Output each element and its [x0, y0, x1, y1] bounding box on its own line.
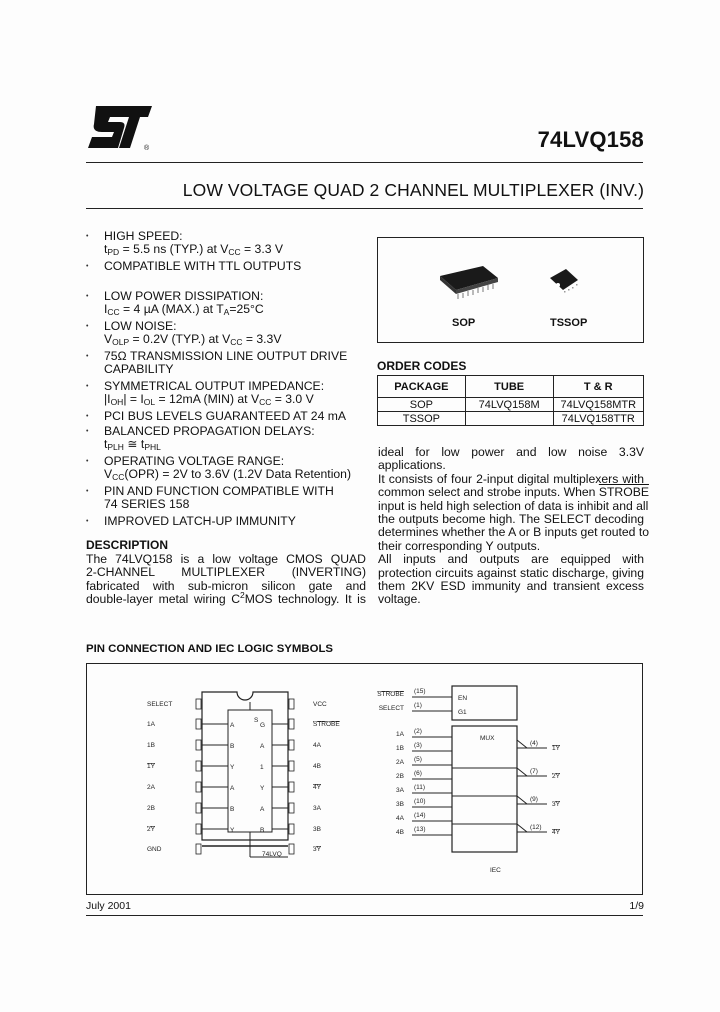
input-b-label: B: [260, 827, 265, 834]
pin-box: [289, 740, 294, 750]
iec-input-label: 1A: [396, 731, 404, 738]
output-y-label: Y: [230, 827, 235, 834]
bullet-icon: •: [86, 458, 89, 465]
pin-label-right: 3A: [313, 805, 321, 812]
iec-mux-block: [452, 726, 517, 852]
description-line: 2-CHANNEL MULTIPLEXER (INVERTING): [86, 565, 366, 580]
input-a-label: A: [230, 785, 235, 792]
iec-input-label: 4A: [396, 815, 404, 822]
pin-label-right: 4A: [313, 742, 321, 749]
document-title: LOW VOLTAGE QUAD 2 CHANNEL MULTIPLEXER (INV.): [182, 180, 644, 200]
tssop-package-icon: [550, 269, 578, 293]
pin-label-left: 1B: [147, 742, 155, 749]
bullet-icon: •: [86, 353, 89, 360]
pin-box: [289, 719, 294, 729]
input-a-label: A: [260, 743, 265, 750]
table-row: [378, 398, 644, 412]
description-line: input is held high selection of data is inhibit and all: [378, 498, 649, 513]
description-line: the outputs become high. The SELECT decoding: [378, 512, 644, 527]
svg-text:®: ®: [144, 145, 150, 152]
feature-detail: $t_{PD} = 5.5$ ns (TYP.) at $V_{CC} = 3.3$ V: [104, 242, 284, 257]
input-b-label: B: [230, 743, 235, 750]
tssop-label: TSSOP: [550, 317, 588, 329]
feature-title: IMPROVED LATCH-UP IMMUNITY: [104, 514, 296, 528]
description-line: protection circuits against static discharge, giving: [378, 565, 644, 580]
iec-pin-number: (5): [414, 756, 422, 763]
feature-title: OPERATING VOLTAGE RANGE:: [104, 454, 285, 468]
output-y-label: Y: [230, 764, 235, 771]
feature-detail: CAPABILITY: [104, 362, 174, 376]
pin-box: [196, 719, 201, 729]
description-right-column: [378, 445, 649, 607]
feature-item: [86, 320, 376, 346]
diagram-label: 1: [260, 764, 264, 771]
pin-box: [196, 761, 201, 771]
output-y-label: Y: [260, 785, 265, 792]
column-header-package: PACKAGE: [378, 376, 466, 398]
iec-input-label: STROBE: [377, 691, 404, 698]
pin-box: [196, 740, 201, 750]
table-cell: 74LVQ158MTR: [553, 398, 643, 412]
pin-label-left: GND: [147, 846, 162, 853]
pin-label-left: 2A: [147, 784, 155, 791]
iec-input-label: SELECT: [378, 705, 404, 712]
footer-page-number: 1/9: [629, 900, 644, 912]
pin-label-left: SELECT: [147, 701, 173, 708]
pin-box: [196, 824, 201, 834]
iec-pin-number: (4): [530, 740, 538, 747]
bullet-icon: •: [86, 488, 89, 495]
diagram-caption: IEC: [490, 867, 501, 874]
pin-label-right: 3B: [313, 826, 321, 833]
order-codes-table: [377, 375, 644, 426]
bullet-icon: •: [86, 263, 89, 270]
iec-pin-number: (11): [414, 784, 426, 791]
feature-item: [86, 515, 376, 528]
feature-item: [86, 425, 376, 451]
feature-title: HIGH SPEED:: [104, 229, 183, 243]
pin-box: [289, 824, 294, 834]
column-header-tr: T & R: [553, 376, 643, 398]
footer-date: July 2001: [86, 900, 131, 912]
feature-item: [86, 410, 376, 423]
iec-pin-number: (9): [530, 796, 538, 803]
pin-and-logic-diagram: [87, 664, 644, 896]
feature-title: LOW POWER DISSIPATION:: [104, 289, 264, 303]
iec-mux-label: MUX: [480, 735, 495, 742]
iec-pin-number: (14): [414, 812, 426, 819]
bullet-icon: •: [86, 383, 89, 390]
pin-label-right: STROBE: [313, 721, 340, 728]
table-cell: SOP: [378, 398, 466, 412]
select-label: S: [254, 717, 259, 724]
description-line: voltage.: [378, 592, 421, 607]
feature-item: [86, 230, 376, 256]
part-number: 74LVQ158: [537, 127, 644, 152]
pin-label-left: 1Y: [147, 763, 155, 770]
feature-item: [86, 380, 376, 406]
table-header-row: [378, 376, 644, 398]
description-heading: DESCRIPTION: [86, 538, 169, 552]
iec-input-label: 3B: [396, 801, 404, 808]
iec-en-label: EN: [458, 695, 468, 702]
sop-package-icon: [440, 266, 498, 299]
pin-box: [196, 844, 201, 854]
feature-detail: $t_{PLH}$ ≅ $t_{PHL}$: [104, 437, 161, 452]
pin-label-right: VCC: [313, 701, 327, 708]
bullet-icon: •: [86, 233, 89, 240]
feature-title: BALANCED PROPAGATION DELAYS:: [104, 424, 315, 438]
table-row: [378, 412, 644, 426]
feature-title: PCI BUS LEVELS GUARANTEED AT 24 mA: [104, 409, 347, 423]
feature-title: COMPATIBLE WITH TTL OUTPUTS: [104, 259, 302, 273]
iec-pin-number: (12): [530, 824, 542, 831]
table-cell: 74LVQ158TTR: [553, 412, 643, 426]
feature-detail: 74 SERIES 158: [104, 497, 190, 511]
pin-label-left: 2B: [147, 805, 155, 812]
feature-item: [86, 290, 376, 316]
iec-output-label: 4Y: [552, 829, 560, 836]
iec-input-label: 2B: [396, 773, 404, 780]
feature-detail: $V_{CC}(OPR) = 2V$ to 3.6V (1.2V Data Retention): [104, 467, 352, 482]
pin-diagram-box: [86, 663, 643, 895]
iec-pin-number: (10): [414, 798, 426, 805]
iec-output-label: 3Y: [552, 801, 560, 808]
diagram-caption: 74LVQ: [262, 851, 282, 858]
table-cell: TSSOP: [378, 412, 466, 426]
pin-box: [289, 761, 294, 771]
pin-label-right: 3Y: [313, 846, 321, 853]
strobe-label: G: [260, 722, 266, 729]
pin-box: [289, 699, 294, 709]
feature-item: [86, 260, 376, 273]
order-codes-heading: ORDER CODES: [377, 359, 467, 373]
input-a-label: A: [230, 722, 235, 729]
iec-input-label: 2A: [396, 759, 404, 766]
bullet-icon: •: [86, 518, 89, 525]
column-header-tube: TUBE: [465, 376, 553, 398]
iec-pin-number: (7): [530, 768, 538, 775]
description-left-column: [86, 553, 366, 607]
description-line: common select and strobe inputs. When STROBE: [378, 485, 649, 500]
feature-detail: $I_{CC} = 4$ µA (MAX.) at $T_A=25^\circ C$: [104, 302, 264, 317]
input-a-label: A: [260, 806, 265, 813]
iec-pin-number: (15): [414, 688, 426, 695]
iec-pin-number: (6): [414, 770, 422, 777]
feature-item: [86, 350, 376, 376]
iec-output-label: 1Y: [552, 745, 560, 752]
header-divider: [86, 162, 643, 163]
feature-title: LOW NOISE:: [104, 319, 177, 333]
pin-box: [196, 803, 201, 813]
iec-pin-number: (2): [414, 728, 422, 735]
feature-detail: $V_{OLP} = 0.2V$ (TYP.) at $V_{CC} = 3.3V$: [104, 332, 282, 347]
description-line: their corresponding Y outputs.: [378, 538, 541, 553]
feature-item: [86, 485, 376, 511]
iec-g1-label: G1: [458, 709, 467, 716]
description-line: All inputs and outputs are equipped with: [378, 552, 644, 567]
bullet-icon: •: [86, 323, 89, 330]
table-cell: 74LVQ158M: [465, 398, 553, 412]
feature-item: [86, 455, 376, 481]
bullet-icon: •: [86, 428, 89, 435]
iec-input-label: 1B: [396, 745, 404, 752]
pin-label-right: 4Y: [313, 784, 321, 791]
iec-input-label: 3A: [396, 787, 404, 794]
pin-box: [196, 782, 201, 792]
feature-detail: $|I_{OH}| = I_{OL} = 12mA$ (MIN) at $V_{CC} = 3.0$ V: [104, 392, 314, 407]
table-cell: [465, 412, 553, 426]
iec-pin-number: (13): [414, 826, 426, 833]
pin-box: [289, 844, 294, 854]
description-line: ideal for low power and low noise 3.3V: [378, 445, 644, 459]
description-line: double-layer metal wiring $C^2MOS$ technology. It is: [86, 590, 366, 607]
pin-label-left: 1A: [147, 721, 155, 728]
description-line: The 74LVQ158 is a low voltage CMOS QUAD: [86, 552, 366, 566]
st-logo: [86, 104, 156, 152]
title-divider: [86, 208, 643, 209]
description-line: fabricated with sub-micron silicon gate and: [86, 578, 366, 593]
pin-box: [289, 782, 294, 792]
pin-label-left: 2Y: [147, 826, 155, 833]
pin-connection-heading: PIN CONNECTION AND IEC LOGIC SYMBOLS: [86, 643, 334, 655]
bullet-icon: •: [86, 293, 89, 300]
feature-title: PIN AND FUNCTION COMPATIBLE WITH: [104, 484, 334, 498]
feature-title: 75Ω TRANSMISSION LINE OUTPUT DRIVE: [104, 349, 348, 363]
iec-output-label: 2Y: [552, 773, 560, 780]
description-line: It consists of four 2-input digital multiplexers with: [378, 471, 644, 486]
iec-input-label: 4B: [396, 829, 404, 836]
description-line: applications.: [378, 458, 446, 473]
iec-pin-number: (1): [414, 702, 422, 709]
description-line: determines whether the A or B inputs get routed to: [378, 525, 649, 540]
pin-box: [196, 699, 201, 709]
feature-title: SYMMETRICAL OUTPUT IMPEDANCE:: [104, 379, 325, 393]
package-images-box: [377, 237, 644, 343]
bullet-icon: •: [86, 413, 89, 420]
iec-pin-number: (3): [414, 742, 422, 749]
pin-box: [289, 803, 294, 813]
description-line: them 2KV ESD immunity and transient excess: [378, 579, 644, 594]
footer-divider: [86, 915, 643, 916]
sop-label: SOP: [452, 317, 476, 329]
pin-label-right: 4B: [313, 763, 321, 770]
input-b-label: B: [230, 806, 235, 813]
